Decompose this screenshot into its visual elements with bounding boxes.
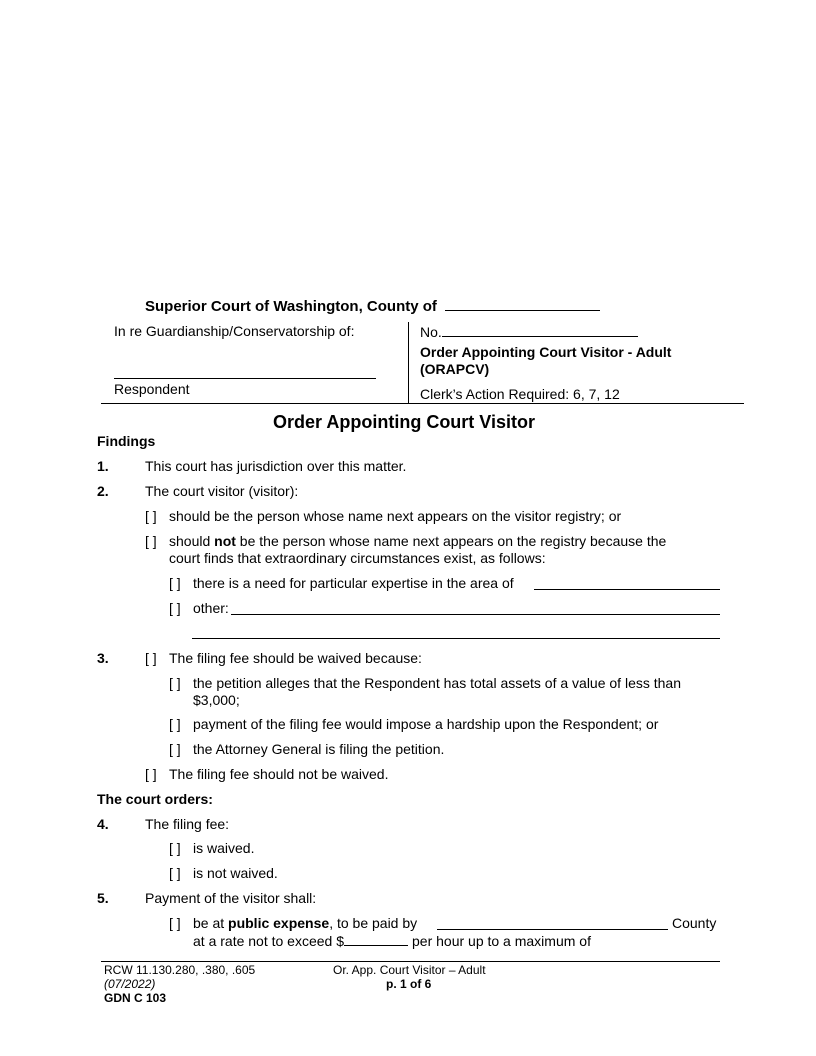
caption-divider (408, 322, 409, 403)
in-re-label: In re Guardianship/Conservatorship of: (114, 323, 355, 339)
checkbox[interactable]: [ ] (169, 865, 181, 881)
item-number: 3. (97, 650, 109, 666)
other-blank-2[interactable] (192, 638, 720, 639)
not-registry-option: [ ] should not be the person whose name next appears on the registry because the (145, 533, 667, 549)
checkbox[interactable]: [ ] (145, 650, 157, 666)
page-title: Order Appointing Court Visitor (273, 412, 535, 432)
item-number: 5. (97, 890, 109, 906)
county-payer-blank[interactable] (437, 929, 668, 930)
reason-hardship: [ ] payment of the filing fee would impose a hardship upon the Respondent; or (169, 716, 659, 732)
rate-line: at a rate not to exceed $ per hour up to a maximum of (193, 933, 591, 949)
footer-rule (101, 961, 720, 962)
checkbox[interactable]: [ ] (169, 741, 181, 757)
clerk-action: Clerk’s Action Required: 6, 7, 12 (420, 386, 620, 402)
filing-fee-order: The filing fee: (145, 816, 230, 832)
checkbox[interactable]: [ ] (169, 915, 181, 931)
footer-page-number: p. 1 of 6 (386, 977, 432, 991)
reason-attorney-general: [ ] the Attorney General is filing the petition. (169, 741, 445, 757)
fee-not-waived-option: [ ] is not waived. (169, 865, 278, 881)
county-label: County (672, 915, 717, 931)
public-expense-option: [ ] be at public expense, to be paid by (169, 915, 418, 931)
checkbox[interactable]: [ ] (169, 600, 181, 616)
item-number: 1. (97, 458, 109, 474)
item-number: 4. (97, 816, 109, 832)
item-number: 2. (97, 483, 109, 499)
caption-bottom-rule (101, 403, 744, 404)
not-registry-option-cont: court finds that extraordinary circumstances exist, as follows: (169, 550, 546, 566)
case-number-blank[interactable] (442, 323, 638, 337)
checkbox[interactable]: [ ] (169, 840, 181, 856)
respondent-name-line[interactable] (114, 378, 376, 379)
respondent-label: Respondent (114, 381, 190, 397)
checkbox[interactable]: [ ] (169, 675, 181, 691)
findings-heading: Findings (97, 433, 156, 449)
case-number: No. (420, 323, 638, 341)
fee-not-waived-finding: [ ] The filing fee should not be waived. (145, 766, 389, 782)
checkbox[interactable]: [ ] (169, 575, 181, 591)
checkbox[interactable]: [ ] (145, 766, 157, 782)
form-code: (ORAPCV) (420, 361, 490, 377)
orders-heading: The court orders: (97, 791, 213, 807)
other-option: [ ] other: (169, 600, 229, 616)
court-title: Superior Court of Washington, County of (145, 297, 600, 315)
hourly-rate-blank[interactable] (344, 932, 408, 946)
checkbox[interactable]: [ ] (145, 533, 157, 549)
reason-assets: [ ] the petition alleges that the Respondent has total assets of a value of less than (169, 675, 681, 691)
checkbox[interactable]: [ ] (169, 716, 181, 732)
other-blank[interactable] (231, 614, 720, 615)
footer-form-name: Or. App. Court Visitor – Adult (333, 963, 486, 977)
expertise-option: [ ] there is a need for particular expertise in the area of (169, 575, 514, 591)
footer-date: (07/2022) (104, 977, 156, 991)
checkbox[interactable]: [ ] (145, 508, 157, 524)
reason-assets-cont: $3,000; (193, 692, 240, 708)
form-title: Order Appointing Court Visitor - Adult (420, 344, 672, 360)
footer-rcw: RCW 11.130.280, .380, .605 (104, 963, 256, 977)
visitor-payment-order: Payment of the visitor shall: (145, 890, 317, 906)
registry-option: [ ] should be the person whose name next appears on the visitor registry; or (145, 508, 622, 524)
fee-waiver-finding: [ ] The filing fee should be waived because: (145, 650, 422, 666)
expertise-blank[interactable] (534, 589, 720, 590)
fee-waived-option: [ ] is waived. (169, 840, 255, 856)
finding-visitor: The court visitor (visitor): (145, 483, 299, 499)
county-blank[interactable] (445, 297, 600, 311)
footer-form-id: GDN C 103 (104, 991, 167, 1005)
finding-jurisdiction: This court has jurisdiction over this matter. (145, 458, 407, 474)
